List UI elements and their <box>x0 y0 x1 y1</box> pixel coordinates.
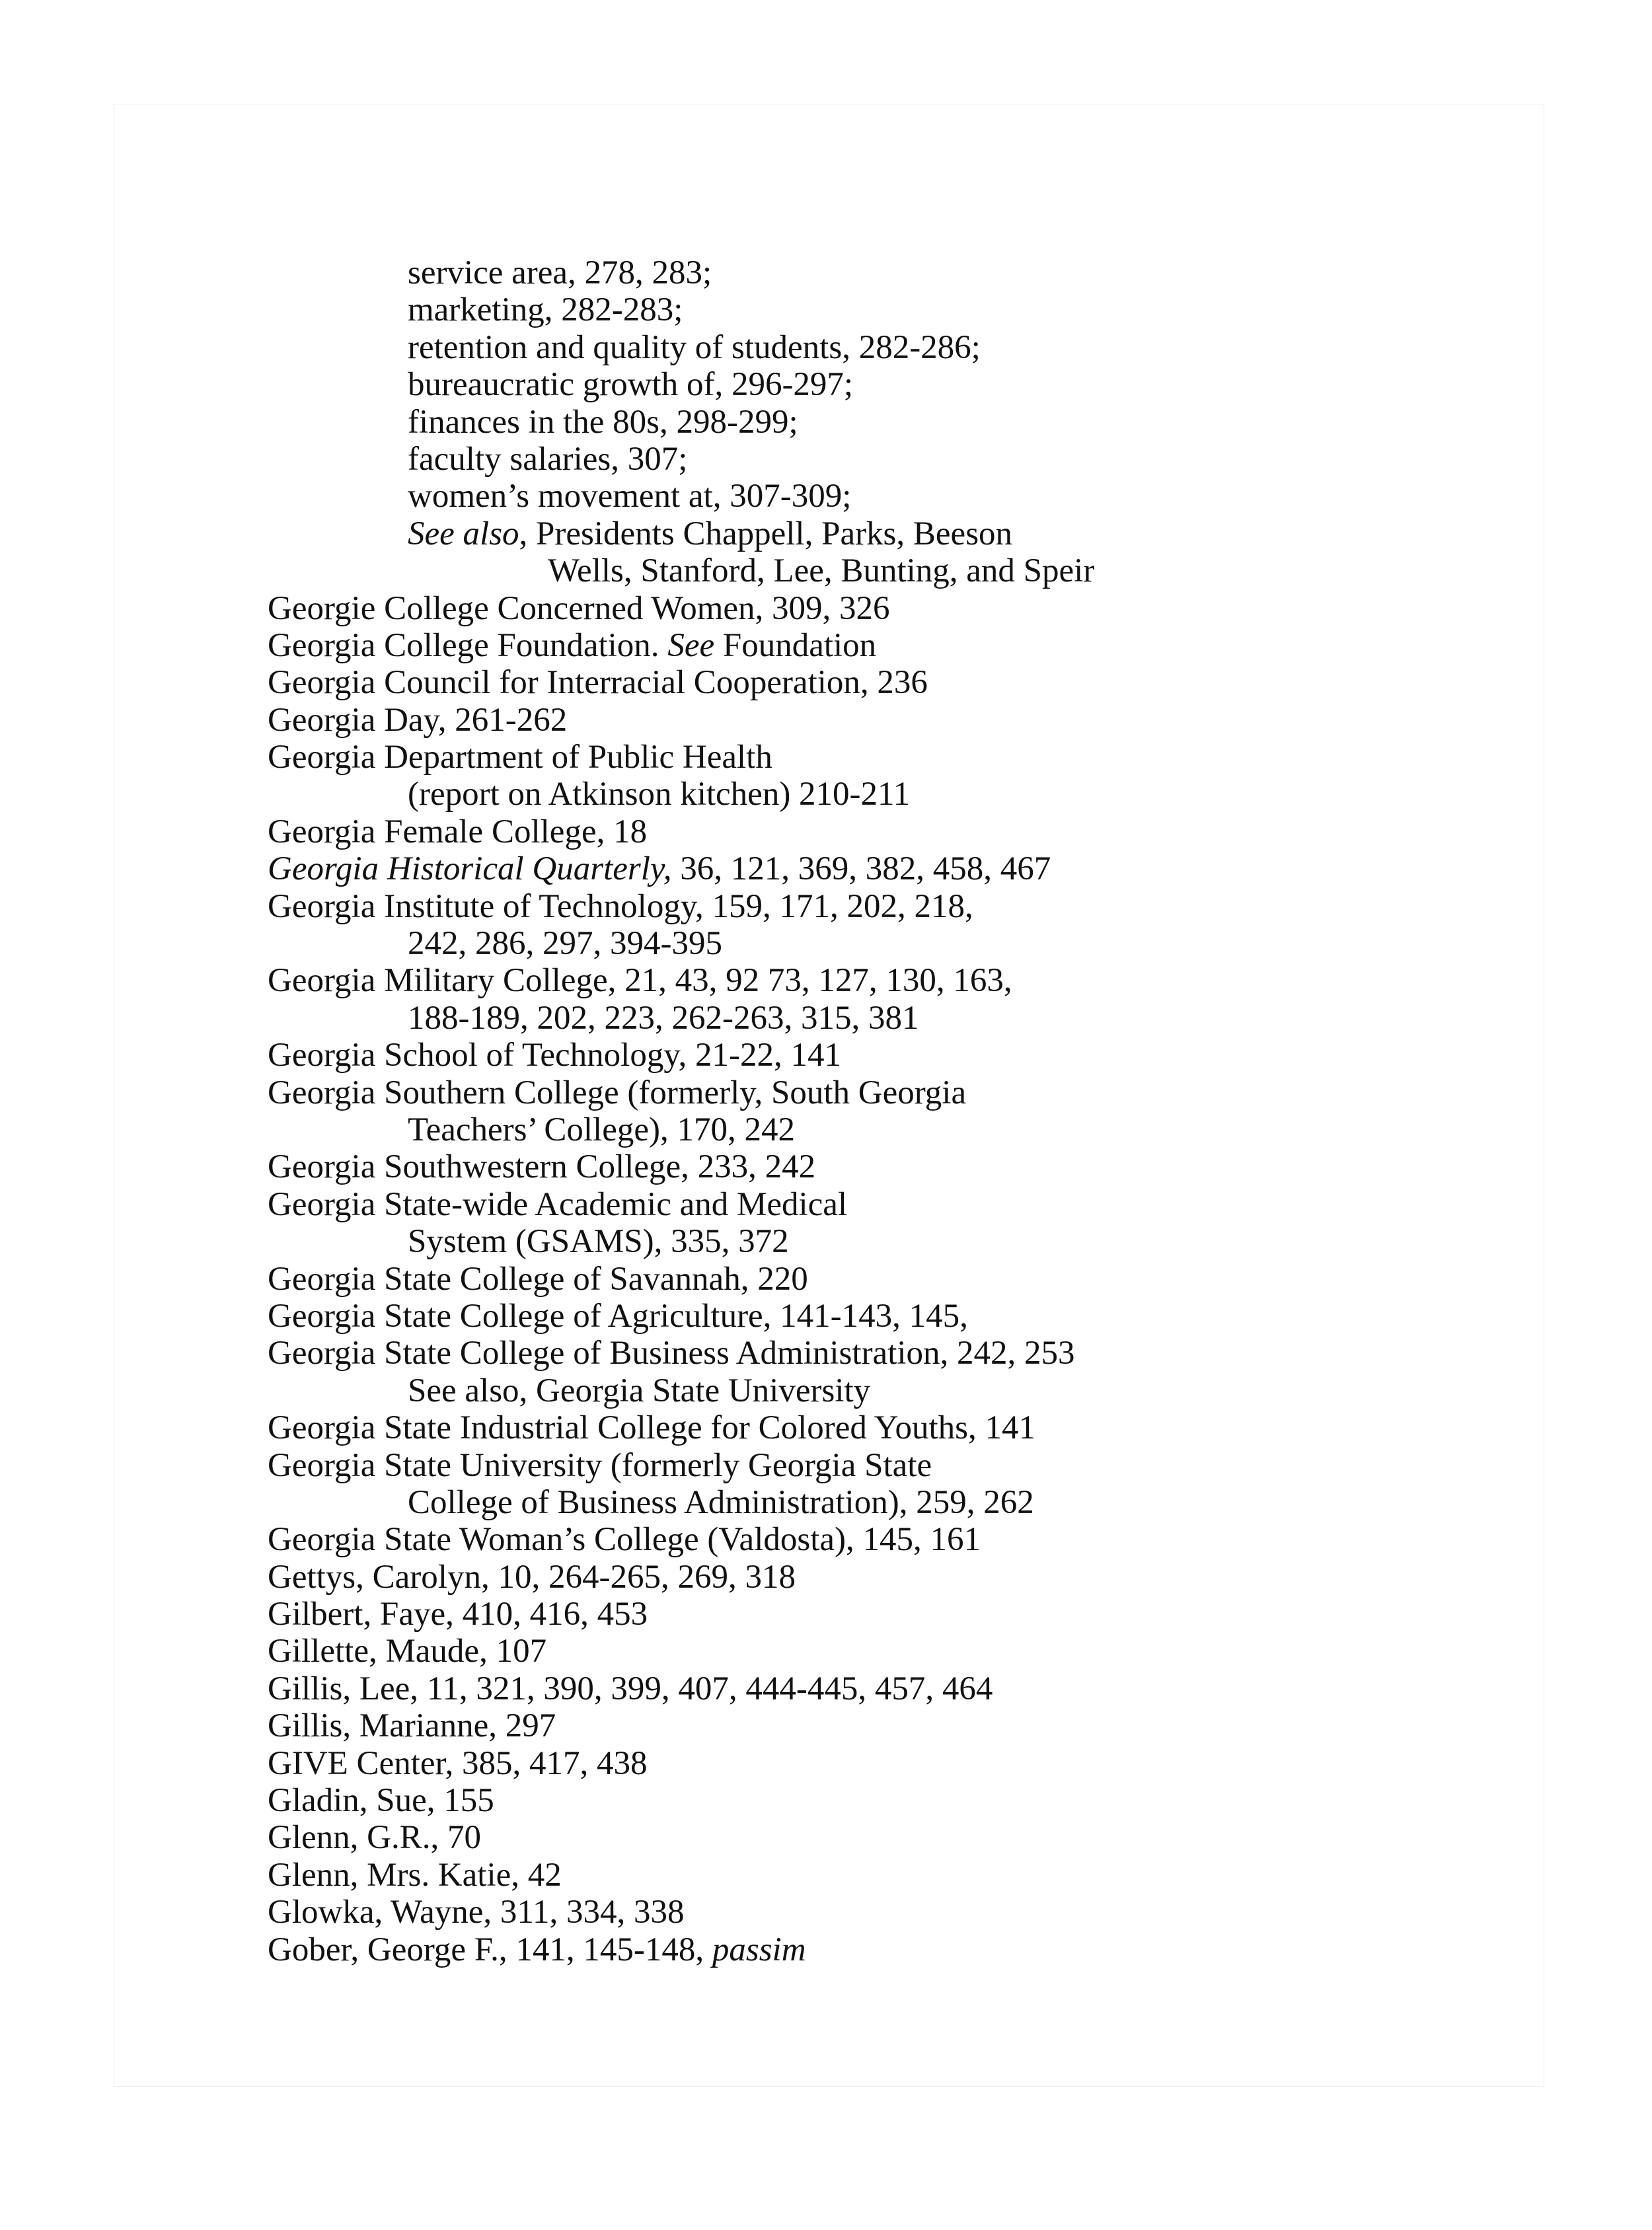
index-text: Georgia Military College, 21, 43, 92 73, 127, 130, 163, <box>268 962 1012 1000</box>
index-text: Georgia Council for Interracial Cooperation, 236 <box>268 664 928 702</box>
index-subentry <box>268 925 1457 962</box>
index-entry <box>268 850 1457 887</box>
index-text-italic: See also <box>408 515 519 552</box>
index-entry <box>268 1074 1457 1111</box>
index-entry <box>268 813 1457 850</box>
index-text: faculty salaries, 307; <box>408 440 688 478</box>
index-text: GIVE Center, 385, 417, 438 <box>268 1744 648 1782</box>
index-text: System (GSAMS), 335, 372 <box>408 1223 789 1261</box>
index-text: Georgia School of Technology, 21-22, 141 <box>268 1037 842 1074</box>
index-list <box>268 254 1457 1968</box>
index-text-italic: Georgia Historical Quarterly, <box>268 850 672 888</box>
index-entry <box>268 1745 1457 1782</box>
index-entry <box>268 1894 1457 1931</box>
index-text: marketing, 282-283; <box>408 291 683 329</box>
index-text: Georgia Department of Public Health <box>268 739 772 776</box>
index-text: bureaucratic growth of, 296-297; <box>408 366 854 404</box>
index-entry <box>268 590 1457 627</box>
index-subentry <box>268 1223 1457 1260</box>
index-text: service area, 278, 283; <box>408 254 712 291</box>
index-text: Glowka, Wayne, 311, 334, 338 <box>268 1894 685 1931</box>
index-subentry <box>268 291 1457 328</box>
index-entry <box>268 1670 1457 1707</box>
index-text: Georgia Institute of Technology, 159, 171, 202, 218, <box>268 887 973 925</box>
index-text: 36, 121, 369, 382, 458, 467 <box>671 850 1051 888</box>
index-text: Georgia State Woman’s College (Valdosta), 145, 161 <box>268 1521 981 1559</box>
index-entry <box>268 1298 1457 1335</box>
index-text: Georgia State College of Business Administration, 242, 253 <box>268 1335 1075 1372</box>
index-text: See also, Georgia State University <box>408 1372 871 1409</box>
index-text: Georgia Female College, 18 <box>268 813 648 850</box>
index-text: Georgia State College of Savannah, 220 <box>268 1260 808 1298</box>
index-text: retention and quality of students, 282-286; <box>408 328 981 366</box>
index-text: Georgia State Industrial College for Colored Youths, 141 <box>268 1409 1036 1447</box>
index-subentry <box>268 254 1457 291</box>
index-entry <box>268 627 1457 664</box>
index-text: women’s movement at, 307-309; <box>408 478 852 515</box>
index-text: Teachers’ College), 170, 242 <box>408 1111 796 1148</box>
index-text: 242, 286, 297, 394-395 <box>408 925 722 963</box>
index-entry <box>268 1596 1457 1633</box>
index-text: Georgia College Foundation. <box>268 626 668 664</box>
index-text: Gettys, Carolyn, 10, 264-265, 269, 318 <box>268 1558 796 1596</box>
index-text: College of Business Administration), 259, 262 <box>408 1483 1034 1521</box>
index-entry <box>268 888 1457 925</box>
index-text: Gillette, Maude, 107 <box>268 1633 547 1670</box>
index-subentry <box>268 478 1457 515</box>
index-entry <box>268 664 1457 701</box>
index-text-italic: passim <box>712 1931 806 1968</box>
index-subentry <box>268 1484 1457 1521</box>
index-subentry <box>268 329 1457 366</box>
index-text: Gladin, Sue, 155 <box>268 1782 494 1820</box>
index-entry <box>268 1633 1457 1670</box>
index-text: 188-189, 202, 223, 262-263, 315, 381 <box>408 999 919 1037</box>
index-text: Georgia Southwestern College, 233, 242 <box>268 1148 816 1186</box>
index-text: Gober, George F., 141, 145-148, <box>268 1931 712 1968</box>
index-entry <box>268 1521 1457 1558</box>
index-entry <box>268 1447 1457 1484</box>
index-entry <box>268 1707 1457 1744</box>
index-subentry <box>268 1372 1457 1409</box>
index-text: Gilbert, Faye, 410, 416, 453 <box>268 1596 648 1633</box>
index-entry <box>268 1148 1457 1185</box>
index-text: Glenn, Mrs. Katie, 42 <box>268 1856 562 1894</box>
index-text: Georgie College Concerned Women, 309, 326 <box>268 589 890 627</box>
index-entry <box>268 1819 1457 1856</box>
index-entry <box>268 962 1457 999</box>
index-text: Georgia State College of Agriculture, 141-143, 145, <box>268 1297 968 1335</box>
index-subentry <box>268 515 1457 552</box>
index-text: Georgia State-wide Academic and Medical <box>268 1185 848 1223</box>
index-text: Gillis, Lee, 11, 321, 390, 399, 407, 444-445, 457, 464 <box>268 1670 993 1707</box>
index-text: Georgia Day, 261-262 <box>268 701 568 739</box>
index-subentry <box>268 404 1457 441</box>
index-text: Gillis, Marianne, 297 <box>268 1707 556 1745</box>
index-text: Georgia Southern College (formerly, South Georgia <box>268 1074 967 1111</box>
index-entry <box>268 1186 1457 1223</box>
index-entry <box>268 1261 1457 1298</box>
index-subentry <box>268 552 1457 589</box>
index-entry <box>268 1931 1457 1968</box>
index-subentry <box>268 441 1457 478</box>
index-subentry <box>268 1000 1457 1037</box>
index-entry <box>268 1409 1457 1446</box>
index-entry <box>268 702 1457 739</box>
index-entry <box>268 1857 1457 1894</box>
index-entry <box>268 1335 1457 1372</box>
index-entry <box>268 739 1457 776</box>
index-text: Foundation <box>714 626 877 664</box>
index-subentry <box>268 1111 1457 1148</box>
index-text: (report on Atkinson kitchen) 210-211 <box>408 776 911 813</box>
index-text: , Presidents Chappell, Parks, Beeson <box>519 515 1013 552</box>
index-text-italic: See <box>667 626 715 664</box>
index-text: finances in the 80s, 298-299; <box>408 403 798 441</box>
index-subentry <box>268 366 1457 403</box>
index-text: Wells, Stanford, Lee, Bunting, and Speir <box>548 552 1095 590</box>
index-entry <box>268 1559 1457 1596</box>
index-subentry <box>268 776 1457 813</box>
index-entry <box>268 1037 1457 1074</box>
index-entry <box>268 1782 1457 1819</box>
index-text: Glenn, G.R., 70 <box>268 1819 481 1857</box>
index-text: Georgia State University (formerly Georgia State <box>268 1446 932 1484</box>
